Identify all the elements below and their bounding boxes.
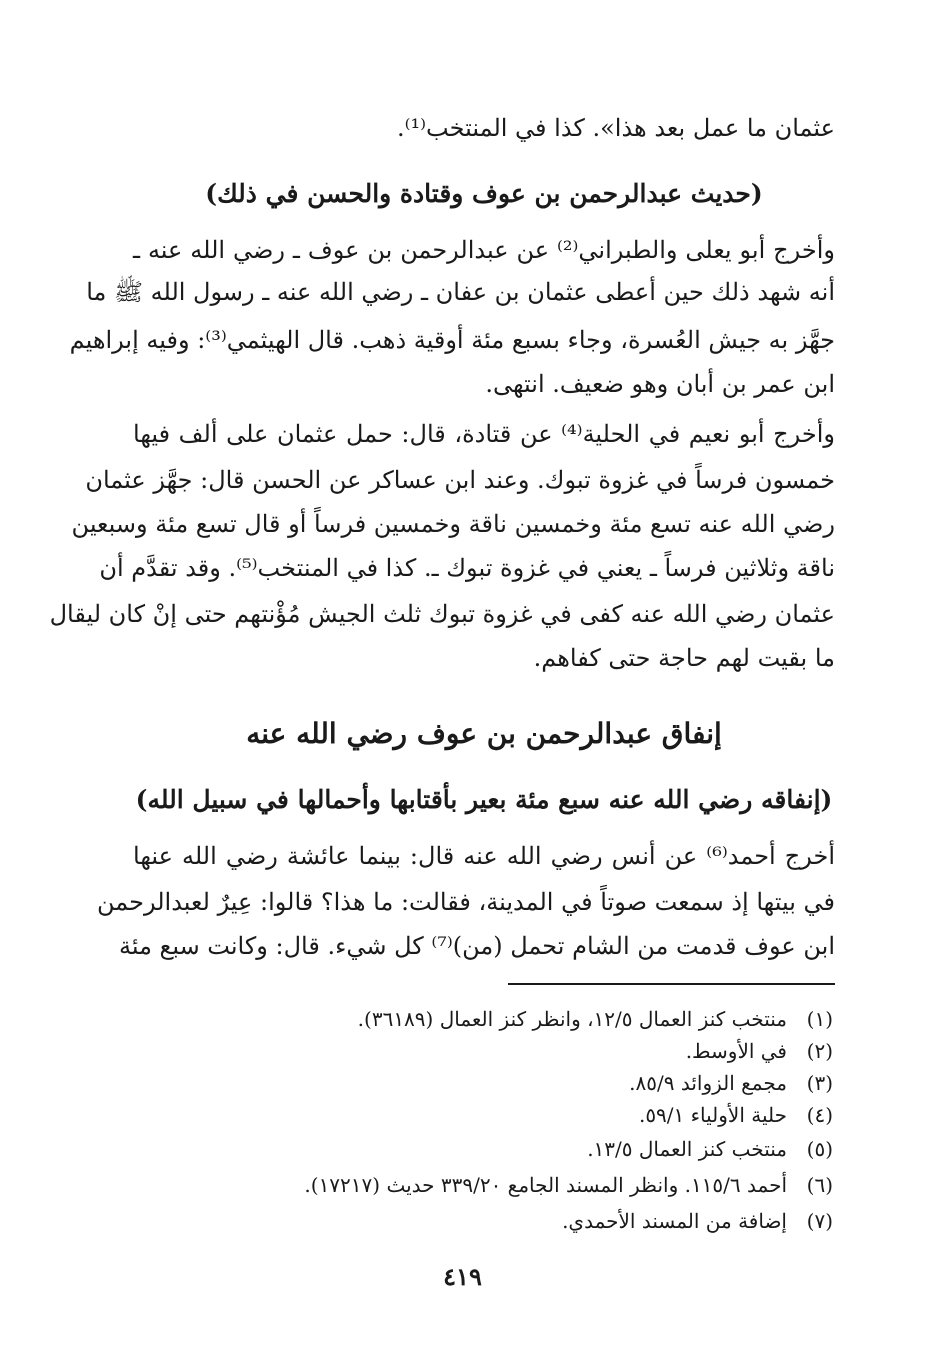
paragraph-line: ابن عوف قدمت من الشام تحمل (من)⁽⁷⁾ كل شيء. قال: وكانت سبع مئة [118,932,835,960]
footnote-divider [508,983,835,985]
footnote-text: حلية الأولياء ٥٩/١. [638,1103,787,1127]
section-heading-seven-hundred-camels: (إنفاقه رضي الله عنه سبع مئة بعير بأقتابها وأحمالها في سبيل الله) [135,785,833,814]
footnote-text: مجمع الزوائد ٨٥/٩. [629,1071,787,1095]
paragraph-line: في بيتها إذ سمعت صوتاً في المدينة، فقالت: ما هذا؟ قالوا: عِيرٌ لعبدالرحمن [97,888,835,916]
footnote-text: منتخب كنز العمال ١٣/٥. [587,1137,787,1161]
footnote-text: أحمد ١١٥/٦. وانظر المسند الجامع ٣٣٩/٢٠ حديث (١٧٢١٧). [304,1173,787,1197]
footnote-text: إضافة من المسند الأحمدي. [562,1209,787,1233]
paragraph-line: ناقة وثلاثين فرساً ـ يعني في غزوة تبوك ـ. كذا في المنتخب⁽⁵⁾. وقد تقدَّم أن [99,554,835,582]
intro-line: عثمان ما عمل بعد هذا». كذا في المنتخب⁽¹⁾. [396,114,835,142]
paragraph-line: ابن عمر بن أبان وهو ضعيف. انتهى. [485,370,835,398]
footnote-item [153,1170,833,1201]
footnote-number: (٧) [806,1209,833,1233]
paragraph-line: جهَّز به جيش العُسرة، وجاء بسبع مئة أوقية ذهب. قال الهيثمي⁽³⁾: وفيه إبراهيم [69,326,835,354]
footnote-number: (٤) [806,1103,833,1127]
footnote-item [153,1100,833,1131]
footnote-item [153,1036,833,1067]
section-heading-hadith-abdulrahman: (حديث عبدالرحمن بن عوف وقتادة والحسن في ذلك) [205,179,763,208]
footnote-item [153,1068,833,1099]
footnote-number: (٣) [806,1071,833,1095]
footnote-number: (٢) [806,1039,833,1063]
footnote-item [153,1004,833,1035]
footnote-text: في الأوسط. [685,1039,787,1063]
footnote-item [153,1206,833,1237]
paragraph-line: أنه شهد ذلك حين أعطى عثمان بن عفان ـ رضي الله عنه ـ رسول الله ﷺ ما [86,278,835,306]
paragraph-line: ما بقيت لهم حاجة حتى كفاهم. [533,644,835,672]
paragraph-line: وأخرج أبو يعلى والطبراني⁽²⁾ عن عبدالرحمن بن عوف ـ رضي الله عنه ـ [133,236,836,264]
footnote-number: (٦) [806,1173,833,1197]
footnote-text: منتخب كنز العمال ١٢/٥، وانظر كنز العمال (٣٦١٨٩). [357,1007,787,1031]
footnote-number: (٥) [806,1137,833,1161]
paragraph-line: رضي الله عنه تسع مئة وخمسين ناقة وخمسين فرساً أو قال تسع مئة وسبعين [71,510,835,538]
paragraph-line: عثمان رضي الله عنه كفى في غزوة تبوك ثلث الجيش مُؤْنتهم حتى إنْ كان ليقال [49,600,835,628]
paragraph-line: أخرج أحمد⁽⁶⁾ عن أنس رضي الله عنه قال: بينما عائشة رضي الله عنها [133,842,835,870]
paragraph-line: خمسون فرساً في غزوة تبوك. وعند ابن عساكر عن الحسن قال: جهَّز عثمان [85,466,835,494]
page-number: ٤١٩ [443,1262,482,1291]
footnote-item [153,1134,833,1165]
paragraph-line: وأخرج أبو نعيم في الحلية⁽⁴⁾ عن قتادة، قال: حمل عثمان على ألف فيها [133,420,835,448]
footnote-number: (١) [806,1007,833,1031]
chapter-heading-abdulrahman-spending: إنفاق عبدالرحمن بن عوف رضي الله عنه [246,717,722,750]
